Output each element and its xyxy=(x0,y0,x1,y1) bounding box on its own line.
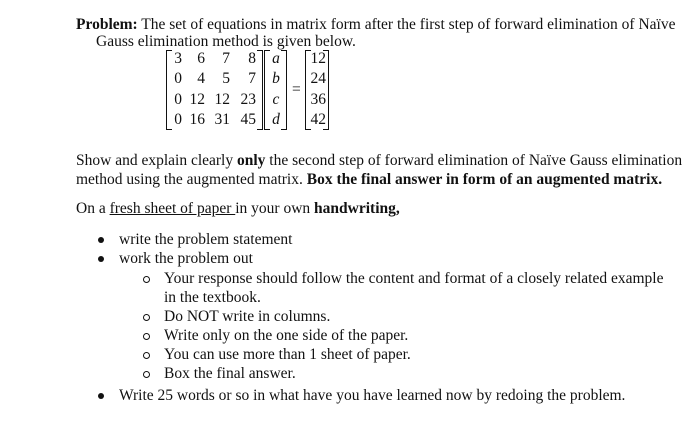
circle-bullet-icon xyxy=(143,371,150,378)
matrix-cell: 16 xyxy=(189,111,205,128)
rhs-cell: 42 xyxy=(310,111,326,128)
instruction-emphasis: only xyxy=(236,152,266,169)
list-item: work the problem out xyxy=(119,250,253,267)
problem-line-1 xyxy=(76,16,675,34)
matrix-cell: 12 xyxy=(189,91,205,108)
list-item: You can use more than 1 sheet of paper. xyxy=(164,346,411,363)
list-item: Box the final answer. xyxy=(164,365,296,382)
matrix-cell: 3 xyxy=(174,50,182,67)
matrix-cell: 31 xyxy=(214,111,230,128)
list-item: Your response should follow the content and format of a closely related example xyxy=(164,270,664,287)
equals-sign: = xyxy=(292,81,301,98)
instruction-line-1 xyxy=(76,152,682,170)
list-item-continuation: in the textbook. xyxy=(164,289,261,306)
matrix-cell: 0 xyxy=(174,70,182,87)
paper-instruction xyxy=(76,200,400,218)
matrix-cell: 4 xyxy=(197,70,205,87)
rhs-cell: 36 xyxy=(310,91,326,108)
matrix-cell: 5 xyxy=(222,70,230,87)
matrix-cell: 6 xyxy=(197,50,205,67)
matrix-cell: 8 xyxy=(248,50,256,67)
list-item: Write 25 words or so in what have you have learned now by redoing the problem. xyxy=(119,387,626,404)
paper-text: On a xyxy=(76,200,110,217)
matrix-cell: 45 xyxy=(240,111,256,128)
matrix-cell: 7 xyxy=(248,70,256,87)
matrix-cell: 0 xyxy=(174,111,182,128)
circle-bullet-icon xyxy=(143,314,150,321)
variable-cell: b xyxy=(272,70,280,87)
matrix-cell: 12 xyxy=(214,91,230,108)
variable-cell: a xyxy=(272,50,280,67)
bullet-icon xyxy=(98,237,104,243)
paper-underlined: fresh sheet of paper xyxy=(109,200,236,217)
list-item: Write only on the one side of the paper. xyxy=(164,327,409,344)
problem-label: Problem: xyxy=(76,16,138,33)
variable-cell: c xyxy=(272,91,280,108)
circle-bullet-icon xyxy=(143,333,150,340)
matrix-right-bracket xyxy=(257,50,263,130)
circle-bullet-icon xyxy=(143,276,150,283)
matrix-cell: 0 xyxy=(174,91,182,108)
rhs-cell: 24 xyxy=(310,70,326,87)
rhs-cell: 12 xyxy=(310,50,326,67)
paper-text: in your own xyxy=(235,200,315,217)
circle-bullet-icon xyxy=(143,352,150,359)
instruction-text: Show and explain clearly xyxy=(76,152,237,169)
matrix-cell: 23 xyxy=(240,91,256,108)
instruction-line-2 xyxy=(76,171,662,189)
list-item: write the problem statement xyxy=(119,231,293,248)
paper-bold: handwriting, xyxy=(314,200,400,217)
bullet-icon xyxy=(98,393,104,399)
bullet-icon xyxy=(98,256,104,262)
variable-cell: d xyxy=(272,111,280,128)
problem-line-2: Gauss elimination method is given below. xyxy=(96,33,356,50)
list-item: Do NOT write in columns. xyxy=(164,308,331,325)
instruction-text: the second step of forward elimination of Naïve Gauss elimination xyxy=(265,152,683,169)
problem-text-1: The set of equations in matrix form after the first step of forward elimination of Naïve xyxy=(137,16,676,33)
instruction-emphasis: Box the final answer in form of an augmented matrix. xyxy=(306,171,663,188)
instruction-text: method using the augmented matrix. xyxy=(76,171,307,188)
matrix-cell: 7 xyxy=(222,50,230,67)
